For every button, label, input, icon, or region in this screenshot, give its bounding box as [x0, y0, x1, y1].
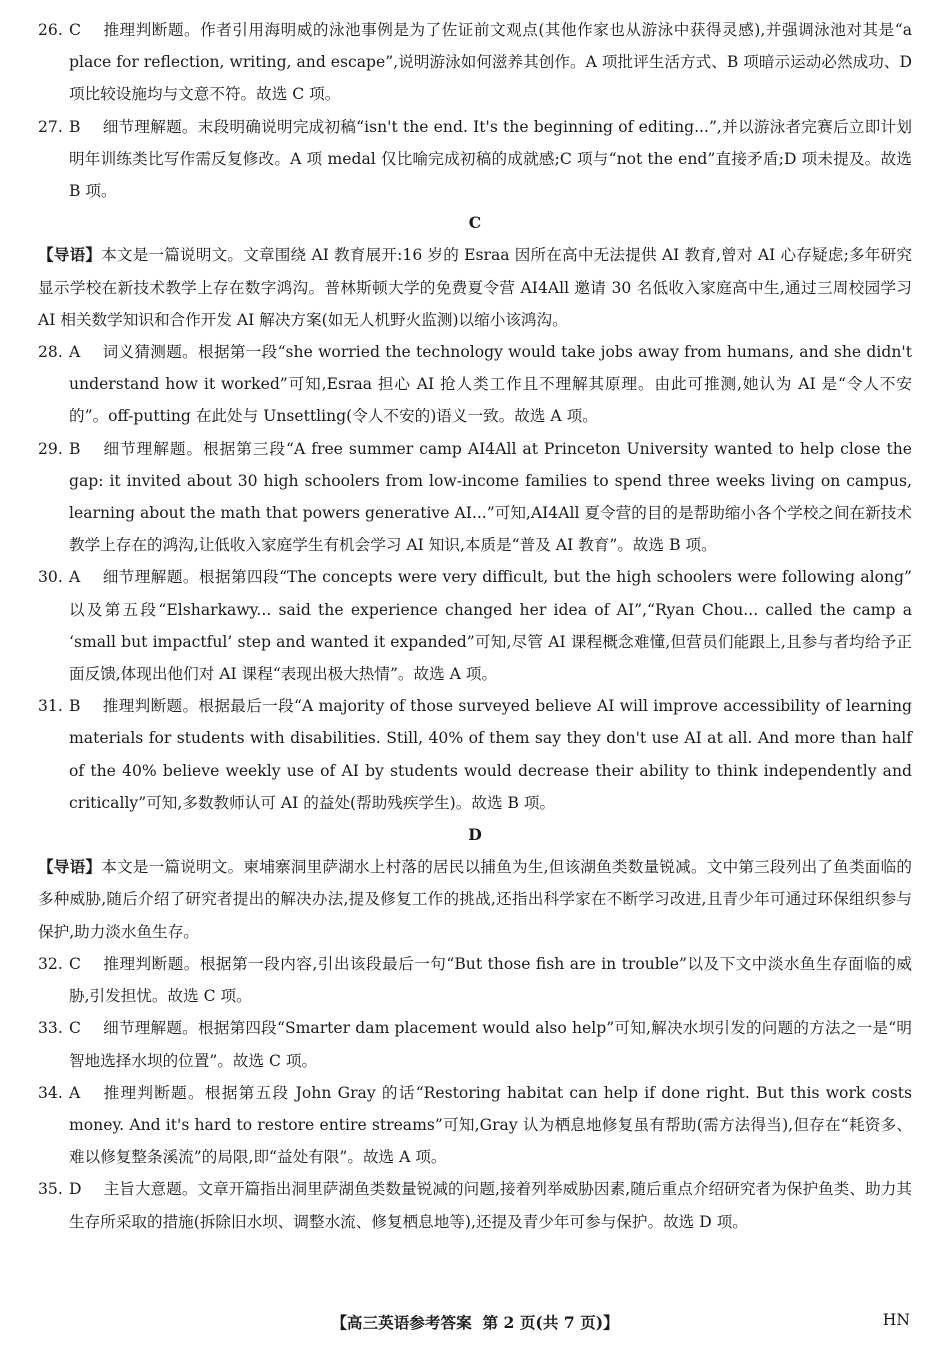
answer-item-30: [38, 561, 912, 690]
item-number: 30.: [38, 568, 63, 587]
item-number: 33.: [38, 1019, 63, 1038]
item-explanation: 推理判断题。根据第一段内容,引出该段最后一句“But those fish are in trouble”以及下文中淡水鱼生存面临的威胁,引发担忧。故选 C 项。: [69, 954, 912, 1006]
section-c-title: C: [468, 213, 482, 233]
item-explanation: 词义猜测题。根据第一段“she worried the technology would take jobs away from humans, and she didn't understand how it worked”可知,Esraa 担心 AI 抢人类工作且不理解其原理。由此可推测,她认为 AI 是“令人不安的”。off-putting 在此处与 Unsettling(令人不安的)语义一致。故选 A 项。: [69, 343, 912, 426]
answer-item-27: [38, 111, 912, 208]
item-answer: B: [69, 439, 81, 458]
footer-page-number: 第 2 页(共 7 页)】: [482, 1313, 619, 1332]
intro-tag: 【导语】: [38, 857, 102, 877]
item-answer: A: [69, 343, 81, 362]
footer-doc-title: 【高三英语参考答案: [331, 1313, 472, 1332]
item-explanation: 细节理解题。根据第四段“The concepts were very difficult, but the high schoolers were following along” 以及第五段“Elsharkawy... said the experience changed her idea of AI”,“Ryan Chou... called the camp a ‘small but impactful’ step and wanted it expanded”可知,尽管 AI 课程概念难懂,但营员们能跟上,且参与者均给予正面反馈,体现出他们对 AI 课程“表现出极大热情”。故选 A 项。: [69, 568, 912, 684]
item-explanation: 推理判断题。根据第五段 John Gray 的话“Restoring habitat can help if done right. But this work costs money. And it's hard to restore entire streams”可知,Gray 认为栖息地修复虽有帮助(需方法得当),但存在“耗资多、难以修复整条溪流”的局限,即“益处有限”。故选 A 项。: [69, 1083, 912, 1167]
item-answer: B: [69, 117, 81, 136]
item-number: 34.: [38, 1083, 63, 1102]
item-explanation: 细节理解题。根据第四段“Smarter dam placement would also help”可知,解决水坝引发的问题的方法之一是“明智地选择水坝的位置”。故选 C 项。: [69, 1019, 912, 1070]
intro-text: 本文是一篇说明文。文章围绕 AI 教育展开:16 岁的 Esraa 因所在高中无法提供 AI 教育,曾对 AI 心存疑虑;多年研究显示学校在新技术教学上存在数字鸿沟。普林斯顿大学的免费夏令营 AI4All 邀请 30 名低收入家庭高中生,通过三周校园学习 AI 相关数学知识和合作开发 AI 解决方案(如无人机野火监测)以缩小该鸿沟。: [38, 246, 912, 329]
intro-text: 本文是一篇说明文。柬埔寨洞里萨湖水上村落的居民以捕鱼为生,但该湖鱼类数量锐减。文中第三段列出了鱼类面临的多种威胁,随后介绍了研究者提出的解决办法,提及修复工作的挑战,还指出科学家在不断学习改进,且青少年可通过环保组织参与保护,助力淡水鱼生存。: [38, 858, 912, 941]
item-explanation: 细节理解题。末段明确说明完成初稿“isn't the end. It's the beginning of editing...”,并以游泳者完赛后立即计划明年训练类比写作需反复修改。A 项 medal 仅比喻完成初稿的成就感;C 项与“not the end”直接矛盾;D 项未提及。故选 B 项。: [69, 117, 912, 201]
item-explanation: 推理判断题。作者引用海明威的泳池事例是为了佐证前文观点(其他作家也从游泳中获得灵感),并强调泳池对其是“a place for reflection, writing, and escape”,说明游泳如何滋养其创作。A 项批评生活方式、B 项暗示运动必然成功、D 项比较设施均与文意不符。故选 C 项。: [69, 21, 912, 104]
item-number: 26.: [38, 21, 63, 39]
footer-title: [0, 1311, 950, 1333]
item-number: 28.: [38, 343, 63, 362]
item-answer: B: [69, 697, 81, 716]
item-number: 31.: [38, 697, 63, 716]
item-number: 27.: [38, 117, 63, 136]
item-answer: A: [69, 568, 81, 587]
item-number: 32.: [38, 954, 63, 973]
page-footer: [0, 1311, 950, 1341]
answer-item-33: [38, 1012, 912, 1076]
section-c-intro: [38, 239, 912, 336]
answer-item-32: [38, 948, 912, 1012]
section-d-intro: [38, 851, 912, 948]
item-answer: C: [69, 954, 81, 973]
page-content: [38, 14, 912, 1238]
answer-item-26: [38, 14, 912, 111]
section-d-title: D: [468, 825, 482, 845]
item-explanation: 主旨大意题。文章开篇指出洞里萨湖鱼类数量锐减的问题,接着列举威胁因素,随后重点介绍研究者为保护鱼类、助力其生存所采取的措施(拆除旧水坝、调整水流、修复栖息地等),还提及青少年可参与保护。故选 D 项。: [69, 1180, 912, 1231]
answer-item-34: [38, 1077, 912, 1174]
answer-item-29: [38, 433, 912, 562]
item-number: 29.: [38, 439, 63, 458]
answer-item-31: [38, 690, 912, 819]
item-explanation: 细节理解题。根据第三段“A free summer camp AI4All at Princeton University wanted to help close the gap: it invited about 30 high schoolers from low-income families to spend three weeks living on campus, learning about the math that powers generative AI...”可知,AI4All 夏令营的目的是帮助缩小各个学校之间在新技术教学上存在的鸿沟,让低收入家庭学生有机会学习 AI 知识,本质是“普及 AI 教育”。故选 B 项。: [69, 439, 912, 555]
item-answer: C: [69, 21, 81, 39]
item-explanation: 推理判断题。根据最后一段“A majority of those surveyed believe AI will improve accessibility of learning materials for students with disabilities. Still, 40% of them say they don't use AI at all. And more than half of the 40% believe weekly use of AI by students would decrease their ability to think independently and critically”可知,多数教师认可 AI 的益处(帮助残疾学生)。故选 B 项。: [69, 697, 912, 812]
item-number: 35.: [38, 1180, 63, 1199]
intro-tag: 【导语】: [38, 245, 102, 265]
answer-item-28: [38, 336, 912, 433]
item-answer: D: [69, 1180, 82, 1199]
answer-item-35: [38, 1173, 912, 1237]
footer-code: HN: [882, 1311, 910, 1329]
item-answer: C: [69, 1019, 81, 1038]
item-answer: A: [69, 1083, 81, 1102]
